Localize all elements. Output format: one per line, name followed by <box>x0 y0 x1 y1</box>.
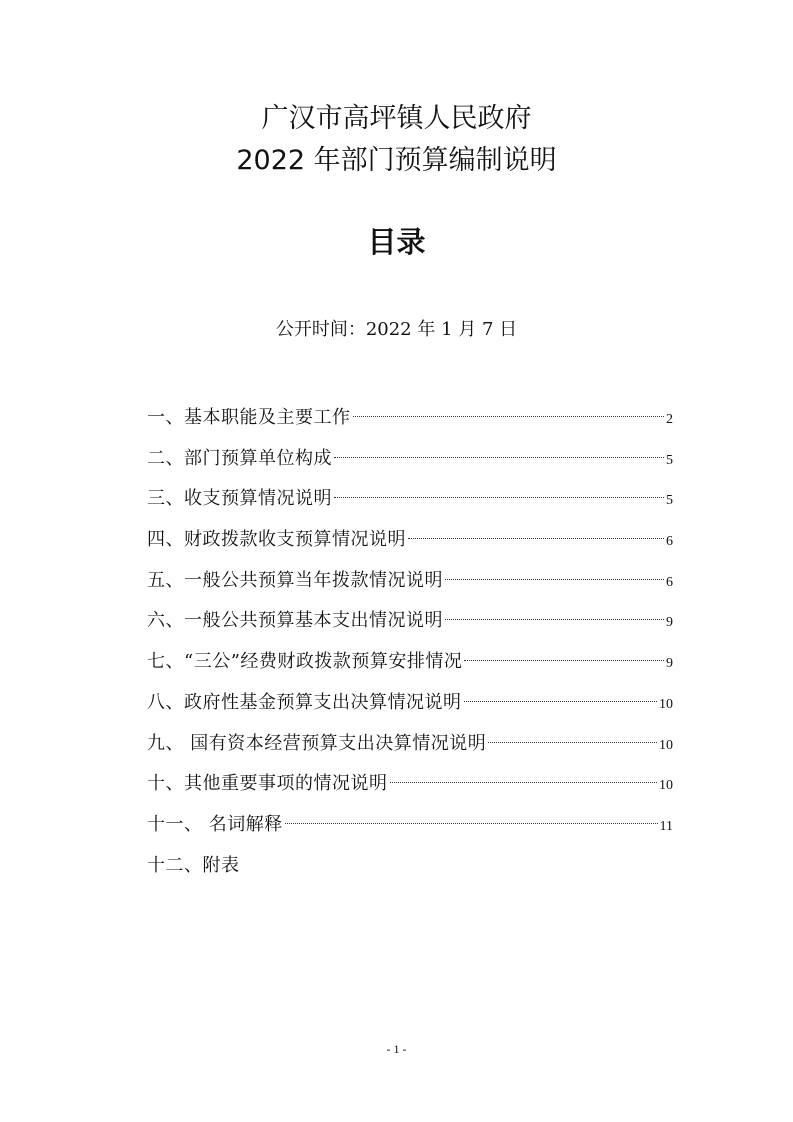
toc-leader <box>285 823 658 824</box>
page-number: - 1 - <box>386 1042 407 1056</box>
toc-leader <box>488 742 657 743</box>
toc-item[interactable] <box>147 479 673 520</box>
toc-item-page: 10 <box>659 778 673 794</box>
toc-heading: 目录 <box>367 225 426 259</box>
toc-item-label: 十、其他重要事项的情况说明 <box>147 773 388 795</box>
toc-item[interactable] <box>147 764 673 805</box>
toc-item[interactable] <box>147 805 673 846</box>
toc-leader <box>464 701 658 702</box>
toc-item-label: 四、财政拨款收支预算情况说明 <box>147 529 406 551</box>
toc-leader <box>390 782 658 783</box>
toc-leader <box>445 579 664 580</box>
title-line-2: 2022 年部门预算编制说明 <box>236 145 557 176</box>
toc-leader <box>408 538 664 539</box>
toc-item[interactable] <box>147 683 673 724</box>
toc-item[interactable] <box>147 439 673 480</box>
toc-item-label: 五、一般公共预算当年拨款情况说明 <box>147 569 443 591</box>
toc-item-label: 十二、附表 <box>147 854 240 876</box>
toc-item-page: 11 <box>659 818 673 834</box>
table-of-contents <box>147 398 673 886</box>
toc-item[interactable] <box>147 398 673 439</box>
toc-item[interactable] <box>147 561 673 602</box>
toc-item-page: 10 <box>659 696 673 712</box>
toc-leader <box>464 660 664 661</box>
toc-item[interactable] <box>147 601 673 642</box>
toc-item-label: 十一、 名词解释 <box>147 813 283 835</box>
toc-item-page: 6 <box>666 574 673 590</box>
toc-item-label: 一、基本职能及主要工作 <box>147 407 351 428</box>
toc-item-label: 六、一般公共预算基本支出情况说明 <box>147 610 443 632</box>
toc-item-page: 2 <box>666 412 673 427</box>
toc-leader <box>334 497 664 498</box>
title-line-1: 广汉市高坪镇人民政府 <box>261 103 532 134</box>
toc-item-page: 9 <box>666 615 673 631</box>
toc-item-page: 5 <box>666 452 673 468</box>
toc-item-page: 10 <box>659 737 673 753</box>
toc-item-label: 二、部门预算单位构成 <box>147 447 332 469</box>
toc-item-label: 三、收支预算情况说明 <box>147 488 332 510</box>
toc-item[interactable] <box>147 520 673 561</box>
toc-leader <box>334 457 664 458</box>
toc-item-page: 6 <box>666 534 673 550</box>
toc-item-label: 七、“三公”经费财政拨款预算安排情况 <box>147 651 463 673</box>
toc-item-page: 5 <box>666 493 673 509</box>
toc-item[interactable] <box>147 642 673 683</box>
toc-item-page: 9 <box>666 656 673 672</box>
toc-item-label: 九、 国有资本经营预算支出决算情况说明 <box>147 732 487 754</box>
publish-date: 公开时间：2022 年 1 月 7 日 <box>275 319 518 340</box>
toc-item-label: 八、政府性基金预算支出决算情况说明 <box>147 691 462 713</box>
toc-leader <box>445 619 664 620</box>
toc-leader <box>353 416 665 417</box>
toc-item[interactable] <box>147 846 673 887</box>
document-title <box>0 98 793 182</box>
toc-item[interactable] <box>147 724 673 765</box>
